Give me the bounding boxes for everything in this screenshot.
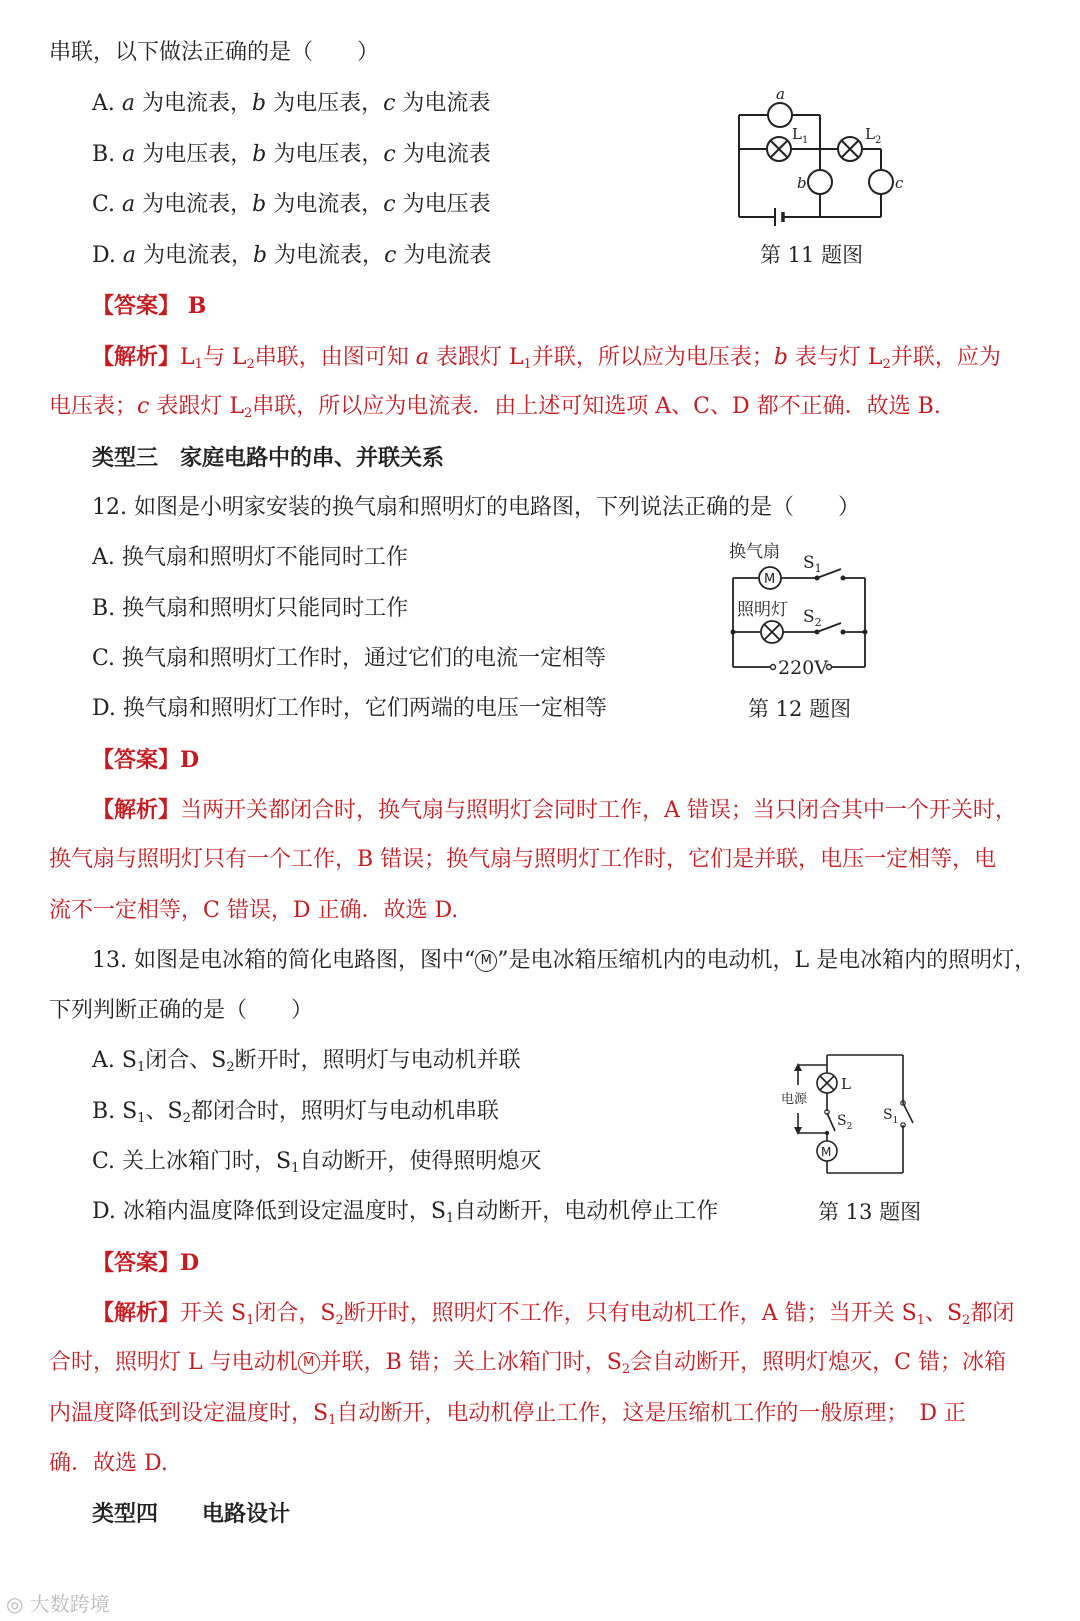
- q11-analysis-line2: 电压表；c 表跟灯 $L_2$串联，所以应为电流表．由上述可知选项 A、C、D 都不正确．故选 B.: [49, 394, 941, 421]
- q13-analysis-line1: 【解析】开关 $S_1$闭合，$S_2$断开时，照明灯不工作，只有电动机工作，A 错；当开关 $S_1$、$S_2$都闭: [92, 1300, 1015, 1328]
- motor-symbol-icon: M: [298, 1352, 320, 1374]
- q13-stem-line1: 13. 如图是电冰箱的简化电路图，图中“ M ”是电冰箱压缩机内的电动机，L 是电冰箱内的照明灯，: [92, 948, 1037, 973]
- fig12-motor-icon: M: [764, 572, 776, 587]
- q13-answer: 【答案】D: [92, 1250, 200, 1276]
- q13-figure-caption: 第 13 题图: [818, 1200, 922, 1224]
- q12-option-c: C. 换气扇和照明灯工作时，通过它们的电流一定相等: [92, 646, 607, 671]
- q13-analysis-line3: 内温度降低到设定温度时，$S_1$自动断开，电动机停止工作，这是压缩机工作的一般原理； D 正: [49, 1401, 966, 1428]
- q12-figure-caption: 第 12 题图: [748, 697, 852, 721]
- q11-option-a: A. a 为电流表，b 为电压表，c 为电流表: [92, 91, 491, 116]
- q11-option-c: C. a 为电流表，b 为电流表，c 为电压表: [92, 192, 491, 217]
- fig11-label-a: a: [776, 85, 785, 103]
- q12-stem: 12. 如图是小明家安装的换气扇和照明灯的电路图，下列说法正确的是（ ）: [92, 495, 860, 520]
- q11-analysis-line1: 【解析】$L_1$与 $L_2$串联，由图可知 a 表跟灯 $L_1$并联，所以应为电压表；b 表与灯 $L_2$并联，应为: [92, 344, 1001, 372]
- q12-analysis-line2: 换气扇与照明灯只有一个工作，B 错误；换气扇与照明灯工作时，它们是并联，电压一定相等，电: [49, 847, 997, 872]
- fig11-label-b: b: [797, 174, 807, 192]
- fig13-label-s1: $S_1$: [883, 1107, 899, 1126]
- q12-option-d: D. 换气扇和照明灯工作时，它们两端的电压一定相等: [92, 696, 607, 721]
- fig11-label-l2: $L_2$: [865, 125, 882, 146]
- fig13-label-l: L: [841, 1075, 851, 1093]
- fig13-label-s2: $S_2$: [837, 1113, 853, 1132]
- q12-analysis-line3: 流不一定相等，C 错误，D 正确．故选 D.: [49, 898, 459, 923]
- fig11-label-l1: $L_1$: [792, 125, 809, 146]
- q11-figure-caption: 第 11 题图: [760, 243, 864, 267]
- q12-option-a: A. 换气扇和照明灯不能同时工作: [92, 545, 408, 570]
- q13-circuit-diagram: [775, 1045, 925, 1185]
- section-type4-heading: 类型四 电路设计: [92, 1501, 291, 1527]
- fig12-label-s1: $S_1$: [803, 553, 822, 575]
- fig12-label-s2: $S_2$: [803, 607, 822, 629]
- watermark: ◎ 大数跨境: [6, 1592, 110, 1616]
- q11-option-b: B. a 为电压表，b 为电压表，c 为电流表: [92, 142, 491, 167]
- q11-circuit-diagram: [725, 82, 925, 232]
- q13-option-a: A. $S_1$闭合、$S_2$断开时，照明灯与电动机并联: [92, 1048, 521, 1075]
- q11-option-d: D. a 为电流表，b 为电流表，c 为电流表: [92, 243, 492, 268]
- q12-circuit-diagram: [725, 535, 895, 680]
- fig12-label-voltage: 220V: [778, 657, 828, 679]
- q11-intro: 串联，以下做法正确的是（ ）: [49, 40, 380, 65]
- q11-answer: 【答案】 B: [92, 293, 207, 319]
- section-type3-heading: 类型三 家庭电路中的串、并联关系: [92, 445, 445, 471]
- q13-option-b: B. $S_1$、$S_2$都闭合时，照明灯与电动机串联: [92, 1099, 499, 1126]
- motor-symbol-icon: M: [475, 950, 497, 972]
- q13-option-c: C. 关上冰箱门时，$S_1$自动断开，使得照明熄灭: [92, 1149, 542, 1176]
- watermark-logo-icon: ◎: [6, 1592, 24, 1616]
- fig12-label-fan: 换气扇: [729, 542, 780, 562]
- q12-option-b: B. 换气扇和照明灯只能同时工作: [92, 596, 409, 621]
- q12-answer: 【答案】D: [92, 747, 200, 773]
- fig13-label-power: 电源: [781, 1092, 808, 1107]
- q13-analysis-line4: 确．故选 D.: [49, 1451, 168, 1476]
- q13-stem-line2: 下列判断正确的是（ ）: [49, 998, 314, 1023]
- q13-option-d: D. 冰箱内温度降低到设定温度时，$S_1$自动断开，电动机停止工作: [92, 1199, 719, 1226]
- fig13-motor-icon: M: [821, 1145, 832, 1159]
- fig11-label-c: c: [895, 174, 904, 192]
- q12-analysis-line1: 【解析】当两开关都闭合时，换气扇与照明灯会同时工作，A 错误；当只闭合其中一个开关时，: [92, 797, 1017, 823]
- fig12-label-lamp: 照明灯: [737, 600, 788, 620]
- q13-analysis-line2: 合时，照明灯 L 与电动机 M 并联，B 错；关上冰箱门时，$S_2$会自动断开，照明灯熄灭，C 错；冰箱: [49, 1350, 1006, 1377]
